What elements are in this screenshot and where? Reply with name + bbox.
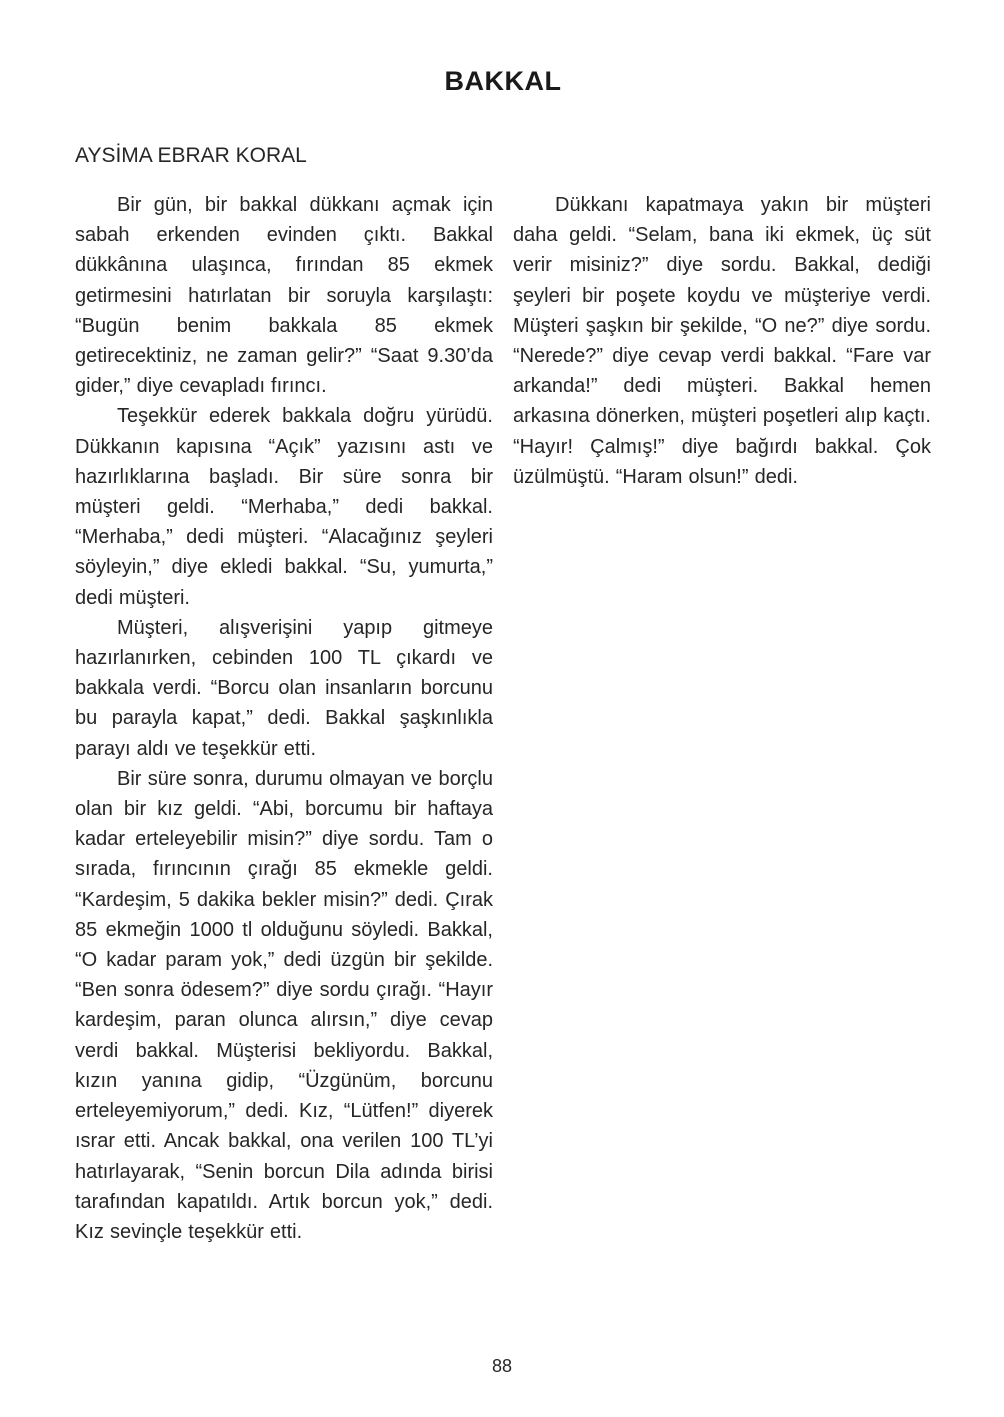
page-number: 88 — [491, 1356, 513, 1376]
story-paragraph: Bir süre sonra, durumu olmayan ve borçlu olan bir kız geldi. “Abi, borcumu bir haftaya kadar erteleyebilir misin?” diye sordu. Tam o sırada, fırıncının çırağı 85 ekmekle geldi. “Kardeşim, 5 dakika bekler misin?” dedi. Çırak 85 ekmeğin 1000 tl olduğunu söyledi. Bakkal, “O kadar param yok,” dedi üzgün bir şekilde. “Ben sonra ödesem?” diye sordu çırağı. “Hayır kardeşim, paran olunca alırsın,” diye cevap verdi bakkal. Müşterisi bekliyordu. Bakkal, kızın yanına gidip, “Üzgünüm, borcunu erteleyemiyorum,” dedi. Kız, “Lütfen!” diyerek ısrar etti. Ancak bakkal, ona verilen 100 TL’yi hatırlayarak, “Senin borcun Dila adında birisi tarafından kapatıldı. Artık borcun yok,” dedi. Kız sevinçle teşekkür etti. — [75, 767, 493, 1243]
story-paragraph: Teşekkür ederek bakkala doğru yürüdü. Dükkanın kapısına “Açık” yazısını astı ve hazırlıklarına başladı. Bir süre sonra bir müşteri geldi. “Merhaba,” dedi bakkal. “Merhaba,” dedi müşteri. “Alacağınız şeyleri söyleyin,” diye ekledi bakkal. “Su, yumurta,” dedi müşteri. — [75, 405, 493, 609]
story-column-right — [513, 190, 931, 1247]
author-name: AYSİMA EBRAR KORAL — [75, 144, 307, 167]
story-paragraph: Dükkanı kapatmaya yakın bir müşteri daha geldi. “Selam, bana iki ekmek, üç süt verir misiniz?” diye sordu. Bakkal, dediği şeyleri bir poşete koydu ve müşteriye verdi. Müşteri şaşkın bir şekilde, “O ne?” diye sordu. “Nerede?” diye cevap verdi bakkal. “Fare var arkanda!” dedi müşteri. Bakkal hemen arkasına dönerken, müşteri poşetleri alıp kaçtı. “Hayır! Çalmış!” diye bağırdı bakkal. Çok üzülmüştü. “Haram olsun!” dedi. — [513, 194, 931, 488]
page-title: BAKKAL — [444, 66, 562, 96]
story-body — [75, 190, 931, 1247]
story-paragraph: Müşteri, alışverişini yapıp gitmeye hazırlanırken, cebinden 100 TL çıkardı ve bakkala verdi. “Borcu olan insanların borcunu bu parayla kapat,” dedi. Bakkal şaşkınlıkla parayı aldı ve teşekkür etti. — [75, 616, 493, 760]
story-paragraph: Bir gün, bir bakkal dükkanı açmak için sabah erkenden evinden çıktı. Bakkal dükkânına ulaşınca, fırından 85 ekmek getirmesini hatırlatan bir soruyla karşılaştı: “Bugün benim bakkala 85 ekmek getirecektiniz, ne zaman gelir?” “Saat 9.30’da gider,” diye cevapladı fırıncı. — [75, 194, 493, 398]
story-column-left — [75, 190, 493, 1247]
